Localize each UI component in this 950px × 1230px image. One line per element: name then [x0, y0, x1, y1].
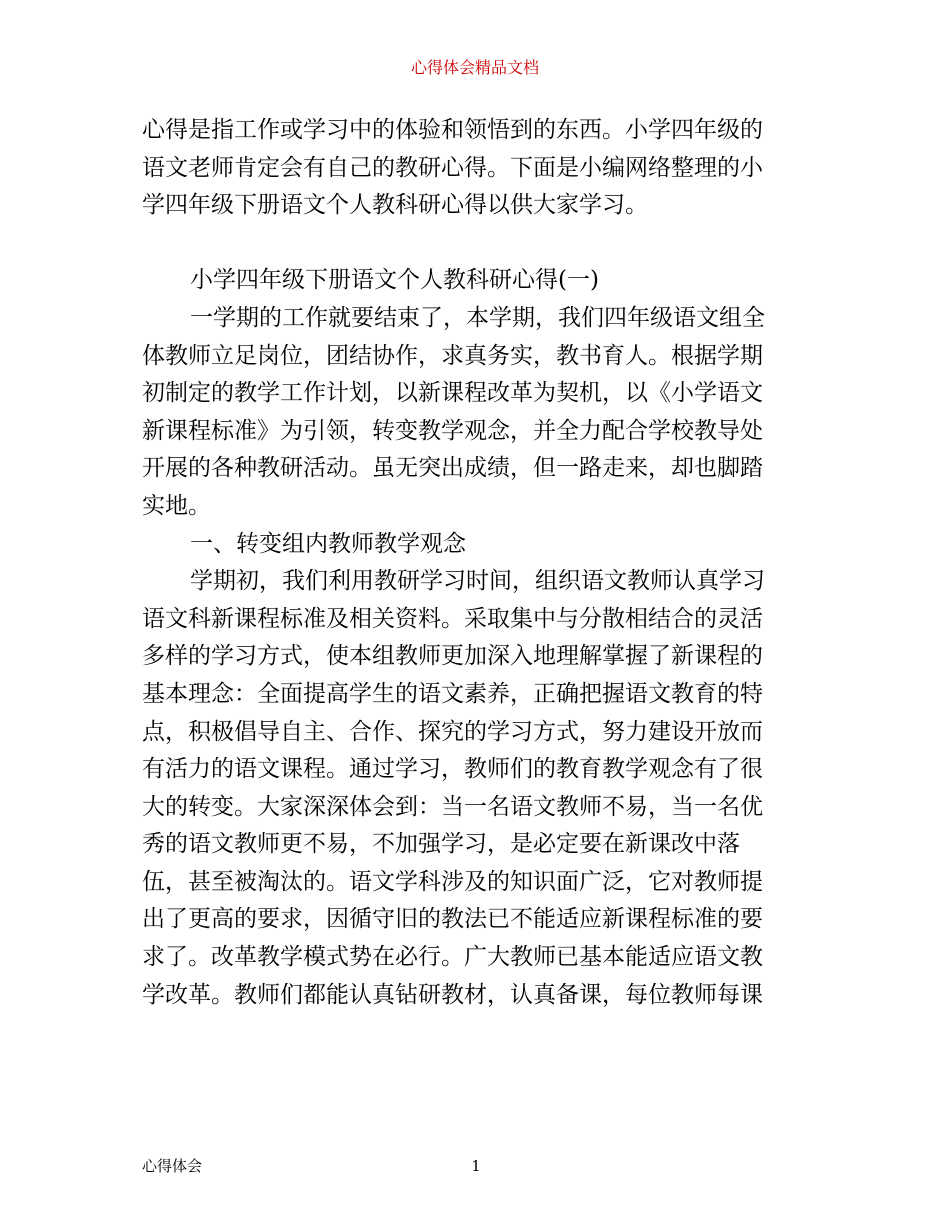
paragraph-line: 出了更高的要求，因循守旧的教法已不能适应新课程标准的要 — [142, 906, 763, 933]
paragraph-line: 体教师立足岗位，团结协作，求真务实，教书育人。根据学期 — [142, 342, 763, 369]
blank-line — [142, 225, 814, 263]
paragraph-line: 大的转变。大家深深体会到：当一名语文教师不易，当一名优 — [142, 793, 763, 820]
paragraph-line: 点，积极倡导自主、合作、探究的学习方式，努力建设开放而 — [142, 718, 763, 745]
paragraph-line: 基本理念：全面提高学生的语文素养，正确把握语文教育的特 — [142, 680, 763, 707]
paragraph-line: 求了。改革教学模式势在必行。广大教师已基本能适应语文教 — [142, 944, 763, 971]
paragraph-line: 有活力的语文课程。通过学习，教师们的教育教学观念有了很 — [142, 756, 763, 783]
page-number: 1 — [471, 1157, 481, 1175]
section-title: 小学四年级下册语文个人教科研心得(一) — [190, 267, 599, 294]
document-body — [142, 112, 814, 1014]
paragraph-line: 开展的各种教研活动。虽无突出成绩，但一路走来，却也脚踏 — [142, 455, 763, 482]
paragraph-line: 多样的学习方式，使本组教师更加深入地理解掌握了新课程的 — [142, 643, 763, 670]
paragraph-line: 学期初，我们利用教研学习时间，组织语文教师认真学习 — [190, 568, 765, 595]
paragraph-line: 初制定的教学工作计划，以新课程改革为契机，以《小学语文 — [142, 380, 763, 407]
paragraph-line: 新课程标准》为引领，转变教学观念，并全力配合学校教导处 — [142, 417, 763, 444]
paragraph-line: 实地。 — [142, 492, 211, 519]
paragraph-line: 伍，甚至被淘汰的。语文学科涉及的知识面广泛，它对教师提 — [142, 868, 763, 895]
paragraph-line: 学改革。教师们都能认真钻研教材，认真备课，每位教师每课 — [142, 981, 763, 1008]
paragraph-line: 学四年级下册语文个人教科研心得以供大家学习。 — [142, 192, 648, 219]
header-title: 心得体会精品文档 — [410, 58, 539, 77]
footer-label: 心得体会 — [142, 1157, 203, 1175]
paragraph-line: 语文科新课程标准及相关资料。采取集中与分散相结合的灵活 — [142, 605, 763, 632]
paragraph-line: 一学期的工作就要结束了，本学期，我们四年级语文组全 — [190, 304, 765, 331]
paragraph-line: 秀的语文教师更不易，不加强学习，是必定要在新课改中落 — [142, 831, 740, 858]
paragraph-line: 心得是指工作或学习中的体验和领悟到的东西。小学四年级的 — [142, 117, 763, 143]
subsection-heading: 一、转变组内教师教学观念 — [190, 530, 466, 557]
paragraph-line: 语文老师肯定会有自己的教研心得。下面是小编网络整理的小 — [142, 154, 763, 181]
